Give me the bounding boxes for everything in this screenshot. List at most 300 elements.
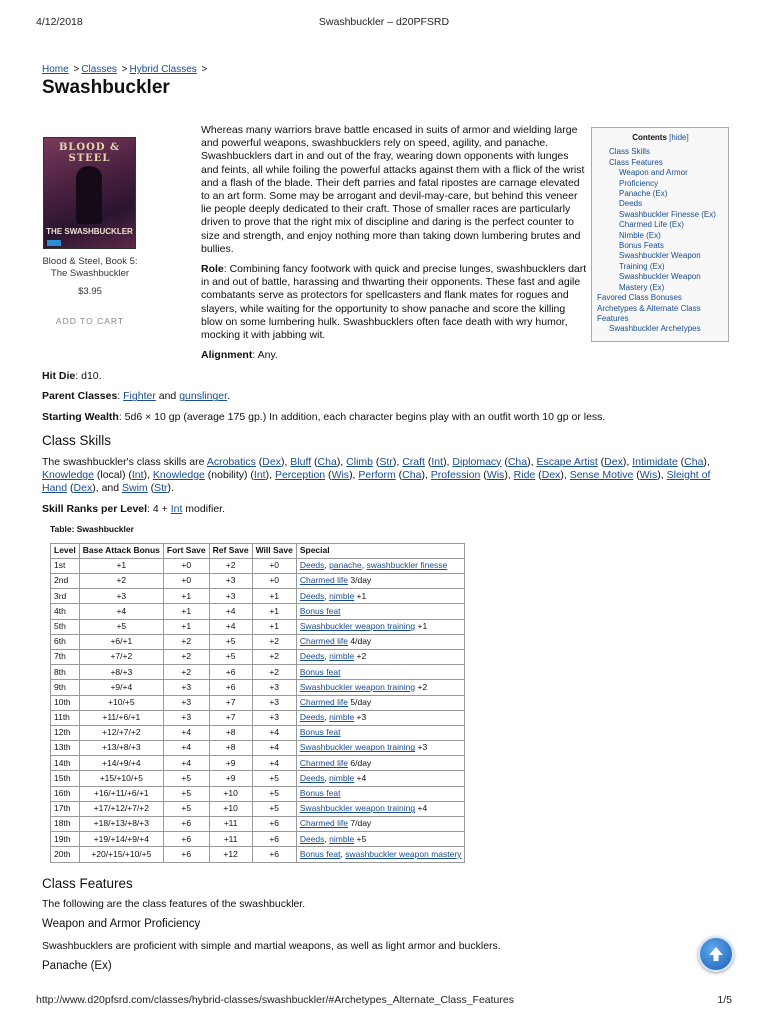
table-header-cell: Level xyxy=(51,543,80,558)
toc-heading xyxy=(597,133,724,143)
cell-fort: +6 xyxy=(163,817,209,832)
toc-item[interactable]: Favored Class Bonuses xyxy=(597,293,682,303)
toc-item[interactable]: Archetypes & Alternate Class Features xyxy=(597,303,701,323)
special-text: +3 xyxy=(354,712,367,723)
special-text: , xyxy=(324,833,330,844)
cell-bab: +14/+9/+4 xyxy=(79,756,163,771)
cell-ref: +7 xyxy=(209,695,252,710)
cell-fort: +6 xyxy=(163,847,209,862)
cell-will: +6 xyxy=(252,847,296,862)
cell-fort: +5 xyxy=(163,801,209,816)
skill-link-knowledge[interactable]: Knowledge xyxy=(152,469,205,482)
link-gunslinger[interactable]: gunslinger xyxy=(179,390,228,403)
cell-bab: +13/+8/+3 xyxy=(79,741,163,756)
cell-level: 15th xyxy=(51,771,80,786)
cell-will: +3 xyxy=(252,695,296,710)
cell-will: +4 xyxy=(252,741,296,756)
class-features-intro: The following are the class features of the swashbuckler. xyxy=(42,898,306,910)
table-row xyxy=(51,801,465,816)
cell-special xyxy=(296,604,465,619)
cell-bab: +6/+1 xyxy=(79,634,163,649)
cell-will: +5 xyxy=(252,771,296,786)
special-link[interactable]: Deeds xyxy=(299,560,325,571)
cell-will: +6 xyxy=(252,817,296,832)
cell-level: 4th xyxy=(51,604,80,619)
weapon-armor-heading: Weapon and Armor Proficiency xyxy=(42,918,201,931)
special-link[interactable]: nimble xyxy=(329,590,355,601)
cell-fort: +6 xyxy=(163,832,209,847)
cell-level: 16th xyxy=(51,786,80,801)
special-link[interactable]: Deeds xyxy=(299,712,325,723)
special-text: , xyxy=(324,560,330,571)
special-link[interactable]: Bonus feat xyxy=(299,666,341,677)
cell-bab: +19/+14/+9/+4 xyxy=(79,832,163,847)
cell-fort: +0 xyxy=(163,558,209,573)
cell-fort: +4 xyxy=(163,725,209,740)
special-link[interactable]: swashbuckler finesse xyxy=(366,560,448,571)
special-text: +2 xyxy=(354,651,367,662)
cell-level: 9th xyxy=(51,680,80,695)
cell-will: +4 xyxy=(252,756,296,771)
cell-bab: +1 xyxy=(79,558,163,573)
cell-special xyxy=(296,847,465,862)
cell-will: +4 xyxy=(252,725,296,740)
link-int[interactable]: Int xyxy=(170,502,183,515)
text-and: and xyxy=(155,390,180,403)
table-header-cell: Ref Save xyxy=(209,543,252,558)
product-cover-image[interactable] xyxy=(43,137,136,249)
cell-special xyxy=(296,558,465,573)
breadcrumb xyxy=(42,64,209,75)
special-link[interactable]: Charmed life xyxy=(299,757,349,768)
cell-level: 17th xyxy=(51,801,80,816)
cell-will: +5 xyxy=(252,786,296,801)
skill-link-swim[interactable]: Swim xyxy=(122,482,148,495)
skill-ranks-pre: : 4 + xyxy=(147,502,171,515)
ability-link[interactable]: Dex xyxy=(262,455,281,468)
special-link[interactable]: Bonus feat xyxy=(299,788,341,799)
special-text: +4 xyxy=(354,772,367,783)
cell-will: +5 xyxy=(252,801,296,816)
cell-special xyxy=(296,771,465,786)
cell-ref: +7 xyxy=(209,710,252,725)
cell-fort: +3 xyxy=(163,710,209,725)
toc-item[interactable]: Swashbuckler Weapon Training (Ex) xyxy=(619,251,701,271)
cell-fort: +2 xyxy=(163,649,209,664)
skill-link-acrobatics[interactable]: Acrobatics xyxy=(206,455,256,468)
alignment-label: Alignment xyxy=(201,349,253,362)
skill-link-diplomacy[interactable]: Diplomacy xyxy=(452,455,502,468)
hit-die-label: Hit Die xyxy=(42,370,76,382)
special-link[interactable]: Swashbuckler weapon training xyxy=(299,620,416,631)
table-row xyxy=(51,680,465,695)
cell-fort: +4 xyxy=(163,741,209,756)
cell-bab: +11/+6/+1 xyxy=(79,710,163,725)
ability-link[interactable]: Wis xyxy=(486,469,505,482)
main-content xyxy=(42,370,732,982)
cell-level: 8th xyxy=(51,665,80,680)
cell-bab: +5 xyxy=(79,619,163,634)
text-end: . xyxy=(227,390,230,403)
cell-ref: +5 xyxy=(209,649,252,664)
toc-item[interactable]: Deeds xyxy=(619,199,643,209)
cell-ref: +3 xyxy=(209,574,252,589)
product-name[interactable]: Blood & Steel, Book 5: The Swashbuckler xyxy=(42,256,138,279)
cell-fort: +1 xyxy=(163,589,209,604)
role-text: : Combining fancy footwork with quick and precise lunges, swashbucklers dart in and out of battle, harassing and thwarting their opponents. These fast and agile combatants serve as protectors for spellcasters and flank mates for rogues and slayers, while waiting for the opportunity to show panache and score the killing blow on some lumbering hulk. Swashbucklers often face death with wry humor, mocking it with jabbing wit. xyxy=(201,263,587,342)
table-of-contents xyxy=(591,127,729,342)
cell-bab: +10/+5 xyxy=(79,695,163,710)
table-row xyxy=(51,817,465,832)
cell-level: 19th xyxy=(51,832,80,847)
table-row xyxy=(51,634,465,649)
ability-link[interactable]: Int xyxy=(431,455,444,468)
print-url: http://www.d20pfsrd.com/classes/hybrid-classes/swashbuckler/#Archetypes_Alternate_Class_Features xyxy=(36,994,514,1006)
starting-wealth-text: : 5d6 × 10 gp (average 175 gp.) In addition, each character begins play with an outfit worth 10 gp or less. xyxy=(118,410,606,423)
special-text: , xyxy=(324,772,330,783)
cell-special xyxy=(296,801,465,816)
table-row xyxy=(51,710,465,725)
cell-level: 6th xyxy=(51,634,80,649)
cover-title: BLOOD & STEEL xyxy=(58,142,121,164)
print-date: 4/12/2018 xyxy=(36,16,83,28)
role-label: Role xyxy=(201,263,224,276)
cell-special xyxy=(296,574,465,589)
special-text: 6/day xyxy=(348,757,372,768)
cell-special xyxy=(296,665,465,680)
skill-link-sense-motive[interactable]: Sense Motive xyxy=(569,469,634,482)
cell-will: +0 xyxy=(252,558,296,573)
cell-bab: +8/+3 xyxy=(79,665,163,680)
cover-figure xyxy=(76,166,102,224)
cell-will: +3 xyxy=(252,680,296,695)
cell-bab: +3 xyxy=(79,589,163,604)
ability-link[interactable]: Cha xyxy=(684,455,704,468)
ability-link[interactable]: Wis xyxy=(639,469,658,482)
skill-link-craft[interactable]: Craft xyxy=(402,455,425,468)
cell-special xyxy=(296,634,465,649)
starting-wealth-label: Starting Wealth xyxy=(42,410,119,423)
cell-will: +1 xyxy=(252,589,296,604)
special-text: +2 xyxy=(415,681,428,692)
cell-special xyxy=(296,710,465,725)
cell-bab: +16/+11/+6/+1 xyxy=(79,786,163,801)
cell-ref: +12 xyxy=(209,847,252,862)
special-text: 4/day xyxy=(348,636,372,647)
product-price: $3.95 xyxy=(78,286,102,297)
cell-bab: +9/+4 xyxy=(79,680,163,695)
cell-special xyxy=(296,680,465,695)
cell-special xyxy=(296,695,465,710)
table-caption: Table: Swashbuckler xyxy=(50,524,134,535)
table-row xyxy=(51,832,465,847)
cell-level: 14th xyxy=(51,756,80,771)
cell-ref: +6 xyxy=(209,665,252,680)
ability-link[interactable]: Int xyxy=(253,469,266,482)
breadcrumb-sep: > xyxy=(121,64,128,75)
toc-item[interactable]: Nimble (Ex) xyxy=(619,230,661,240)
cell-ref: +2 xyxy=(209,558,252,573)
cell-ref: +11 xyxy=(209,817,252,832)
cell-level: 20th xyxy=(51,847,80,862)
cell-special xyxy=(296,725,465,740)
cell-will: +1 xyxy=(252,604,296,619)
cell-special xyxy=(296,589,465,604)
cell-ref: +9 xyxy=(209,771,252,786)
link-fighter[interactable]: Fighter xyxy=(123,390,156,403)
intro-section xyxy=(201,124,587,369)
cell-ref: +6 xyxy=(209,680,252,695)
skill-link-escape-artist[interactable]: Escape Artist xyxy=(536,455,598,468)
ability-link[interactable]: Str xyxy=(379,455,393,468)
cell-ref: +4 xyxy=(209,604,252,619)
cell-fort: +2 xyxy=(163,634,209,649)
cell-special xyxy=(296,817,465,832)
toc-items xyxy=(597,147,724,334)
class-skills-list: The swashbuckler's class skills are Acrobatics (Dex), Bluff (Cha), Climb (Str), Craft (Int), Diplomacy (Cha), Escape Artist (Dex), Intimidate (Cha), Knowledge (local) (Int), Knowledge (nobility) (Int), Perception (Wis), Perform (Cha), Profession (Wis), Ride (Dex), Sense Motive (Wis), Sleight of Hand (Dex), and Swim (Str). xyxy=(42,455,711,495)
toc-item[interactable]: Panache (Ex) xyxy=(619,189,668,199)
special-text: , xyxy=(324,712,330,723)
table-row xyxy=(51,786,465,801)
toc-item[interactable]: Bonus Feats xyxy=(619,241,664,251)
special-link[interactable]: Deeds xyxy=(299,833,325,844)
skill-ranks-post: modifier. xyxy=(182,502,225,515)
scroll-to-top-button[interactable] xyxy=(698,936,734,972)
cell-level: 18th xyxy=(51,817,80,832)
table-row xyxy=(51,756,465,771)
cell-ref: +10 xyxy=(209,786,252,801)
special-text: +1 xyxy=(354,590,367,601)
special-link[interactable]: Deeds xyxy=(299,590,325,601)
breadcrumb-sep: > xyxy=(73,64,80,75)
cell-special xyxy=(296,786,465,801)
ability-link[interactable]: Wis xyxy=(331,469,350,482)
special-link[interactable]: Charmed life xyxy=(299,636,349,647)
special-link[interactable]: Deeds xyxy=(299,772,325,783)
table-row xyxy=(51,695,465,710)
cell-will: +1 xyxy=(252,619,296,634)
table-header-cell: Fort Save xyxy=(163,543,209,558)
special-text: +5 xyxy=(354,833,367,844)
cell-ref: +11 xyxy=(209,832,252,847)
cell-bab: +2 xyxy=(79,574,163,589)
cell-level: 10th xyxy=(51,695,80,710)
skill-link-knowledge[interactable]: Knowledge xyxy=(42,469,94,482)
cell-will: +2 xyxy=(252,649,296,664)
cell-fort: +1 xyxy=(163,604,209,619)
special-text: +4 xyxy=(415,803,428,814)
special-link[interactable]: nimble xyxy=(329,651,355,662)
special-link[interactable]: panache xyxy=(329,560,362,571)
table-row xyxy=(51,619,465,634)
toc-item[interactable]: Swashbuckler Finesse (Ex) xyxy=(619,209,716,219)
cell-ref: +4 xyxy=(209,619,252,634)
table-header-cell: Will Save xyxy=(252,543,296,558)
class-skills-heading: Class Skills xyxy=(42,433,112,449)
toc-item[interactable]: Class Skills xyxy=(609,147,650,157)
skill-link-bluff[interactable]: Bluff xyxy=(290,455,312,468)
toc-item[interactable]: Class Features xyxy=(609,157,663,167)
special-link[interactable]: Deeds xyxy=(299,651,325,662)
cell-bab: +7/+2 xyxy=(79,649,163,664)
table-header-row xyxy=(51,543,465,558)
breadcrumb-home[interactable]: Home xyxy=(42,64,69,75)
table-row xyxy=(51,847,465,862)
skill-link-ride[interactable]: Ride xyxy=(513,469,536,482)
table-row xyxy=(51,771,465,786)
special-link[interactable]: nimble xyxy=(329,772,355,783)
print-title: Swashbuckler – d20PFSRD xyxy=(318,16,450,28)
ability-link[interactable]: Cha xyxy=(402,469,422,482)
skill-link-perform[interactable]: Perform xyxy=(358,469,396,482)
skill-ranks-label: Skill Ranks per Level xyxy=(42,502,148,515)
breadcrumb-sep: > xyxy=(201,64,208,75)
cell-fort: +5 xyxy=(163,771,209,786)
skill-link-sleight-of-hand[interactable]: Sleight of Hand xyxy=(42,469,711,495)
cell-level: 7th xyxy=(51,649,80,664)
cell-will: +6 xyxy=(252,832,296,847)
breadcrumb-hybrid-classes[interactable]: Hybrid Classes xyxy=(129,64,197,75)
cell-level: 3rd xyxy=(51,589,80,604)
cell-ref: +5 xyxy=(209,634,252,649)
intro-paragraph: Whereas many warriors brave battle encased in suits of armor and wielding large and powerful weapons, swashbucklers rely on speed, agility, and panache. Swashbucklers dart in and out of the fray, wearing down opponents with lunges and feints, all while foiling the powerful attacks against them with a flick of the wrist and a flash of the blade. Their deft parries and fatal ripostes are carnage elevated to an art form. Some may be arrogant and devil-may-care, but behind this veneer lie people deeply dedicated to their craft. Those of smaller races are particularly driven to prove that the right mix of discipline and daring is the perfect counter to size and strength, and enjoy nothing more than taking down lumbering brutes and bullies. xyxy=(201,124,585,255)
cell-fort: +4 xyxy=(163,756,209,771)
text-sep: : xyxy=(117,390,124,403)
add-to-cart-button[interactable]: ADD TO CART xyxy=(55,316,125,326)
cell-fort: +2 xyxy=(163,665,209,680)
skill-link-climb[interactable]: Climb xyxy=(346,455,373,468)
cell-bab: +4 xyxy=(79,604,163,619)
cell-will: +0 xyxy=(252,574,296,589)
special-link[interactable]: Swashbuckler weapon training xyxy=(299,681,416,692)
cell-fort: +1 xyxy=(163,619,209,634)
ability-link[interactable]: Str xyxy=(154,482,168,495)
class-features-heading: Class Features xyxy=(42,875,133,891)
toc-item[interactable]: Swashbuckler Weapon Mastery (Ex) xyxy=(619,272,701,292)
special-link[interactable]: nimble xyxy=(329,712,355,723)
swashbuckler-table xyxy=(50,543,465,863)
cell-ref: +9 xyxy=(209,756,252,771)
cell-level: 13th xyxy=(51,741,80,756)
parent-classes xyxy=(42,390,732,403)
cell-ref: +8 xyxy=(209,741,252,756)
ability-link[interactable]: Dex xyxy=(541,469,561,482)
table-row xyxy=(51,574,465,589)
cell-will: +3 xyxy=(252,710,296,725)
arrow-up-circle-icon xyxy=(706,944,726,964)
skill-ranks xyxy=(42,503,732,516)
special-link[interactable]: Bonus feat xyxy=(299,727,341,738)
special-link[interactable]: Bonus feat xyxy=(299,848,341,859)
table-row xyxy=(51,589,465,604)
parent-classes-label: Parent Classes xyxy=(42,390,118,403)
table-header-cell: Base Attack Bonus xyxy=(79,543,163,558)
starting-wealth xyxy=(42,411,732,424)
ability-link[interactable]: Dex xyxy=(73,482,93,495)
weapon-armor-text: Swashbucklers are proficient with simple and martial weapons, as well as light armor and bucklers. xyxy=(42,939,501,952)
ability-link[interactable]: Cha xyxy=(317,455,337,468)
table-row xyxy=(51,725,465,740)
cell-ref: +3 xyxy=(209,589,252,604)
cell-level: 5th xyxy=(51,619,80,634)
special-text: 3/day xyxy=(348,575,372,586)
special-text: +1 xyxy=(415,620,428,631)
cell-fort: +5 xyxy=(163,786,209,801)
special-text: +3 xyxy=(415,742,428,753)
special-text: , xyxy=(324,651,330,662)
cell-special xyxy=(296,741,465,756)
panache-heading: Panache (Ex) xyxy=(42,960,112,973)
cell-bab: +17/+12/+7/+2 xyxy=(79,801,163,816)
special-link[interactable]: Charmed life xyxy=(299,696,349,707)
cell-special xyxy=(296,756,465,771)
skill-link-intimidate[interactable]: Intimidate xyxy=(632,455,678,468)
special-text: , xyxy=(361,560,367,571)
toc-title: Contents xyxy=(632,133,667,142)
skill-link-profession[interactable]: Profession xyxy=(430,469,481,482)
ability-link[interactable]: Cha xyxy=(507,455,528,468)
special-link[interactable]: nimble xyxy=(329,833,355,844)
table-header-cell: Special xyxy=(296,543,465,558)
special-link[interactable]: swashbuckler weapon mastery xyxy=(345,848,462,859)
cell-will: +2 xyxy=(252,634,296,649)
hit-die xyxy=(42,370,732,383)
publisher-logo xyxy=(47,240,61,246)
toc-hide-link[interactable]: [hide] xyxy=(669,133,689,142)
special-text: , xyxy=(340,848,346,859)
cell-bab: +12/+7/+2 xyxy=(79,725,163,740)
table-row xyxy=(51,604,465,619)
toc-item[interactable]: Swashbuckler Archetypes xyxy=(609,324,701,334)
class-skills-intro: The swashbuckler's class skills are xyxy=(42,455,207,468)
skill-link-perception[interactable]: Perception xyxy=(274,469,326,482)
special-link[interactable]: Charmed life xyxy=(299,818,349,829)
breadcrumb-classes[interactable]: Classes xyxy=(81,64,117,75)
alignment-paragraph xyxy=(201,349,587,362)
ability-link[interactable]: Dex xyxy=(604,455,623,468)
special-link[interactable]: Charmed life xyxy=(299,575,349,586)
table-row xyxy=(51,665,465,680)
ability-link[interactable]: Int xyxy=(131,469,144,482)
cell-bab: +15/+10/+5 xyxy=(79,771,163,786)
table-body xyxy=(51,558,465,862)
cell-will: +2 xyxy=(252,665,296,680)
special-link[interactable]: Swashbuckler weapon training xyxy=(299,742,416,753)
toc-item[interactable]: Charmed Life (Ex) xyxy=(619,220,684,230)
special-text: 5/day xyxy=(348,696,372,707)
cell-special xyxy=(296,619,465,634)
cell-level: 12th xyxy=(51,725,80,740)
cell-fort: +3 xyxy=(163,680,209,695)
cell-bab: +20/+15/+10/+5 xyxy=(79,847,163,862)
cell-level: 11th xyxy=(51,710,80,725)
special-link[interactable]: Bonus feat xyxy=(299,605,341,616)
hit-die-value: : d10. xyxy=(75,370,102,382)
special-link[interactable]: Swashbuckler weapon training xyxy=(299,803,416,814)
cell-level: 2nd xyxy=(51,574,80,589)
print-page-number: 1/5 xyxy=(717,994,732,1006)
table-row xyxy=(51,558,465,573)
cell-bab: +18/+13/+8/+3 xyxy=(79,817,163,832)
alignment-text: : Any. xyxy=(252,349,278,362)
cell-fort: +0 xyxy=(163,574,209,589)
table-row xyxy=(51,741,465,756)
special-text: 7/day xyxy=(348,818,372,829)
role-paragraph xyxy=(201,263,587,342)
cell-fort: +3 xyxy=(163,695,209,710)
toc-item[interactable]: Weapon and Armor Proficiency xyxy=(619,168,688,188)
special-text: , xyxy=(324,590,330,601)
